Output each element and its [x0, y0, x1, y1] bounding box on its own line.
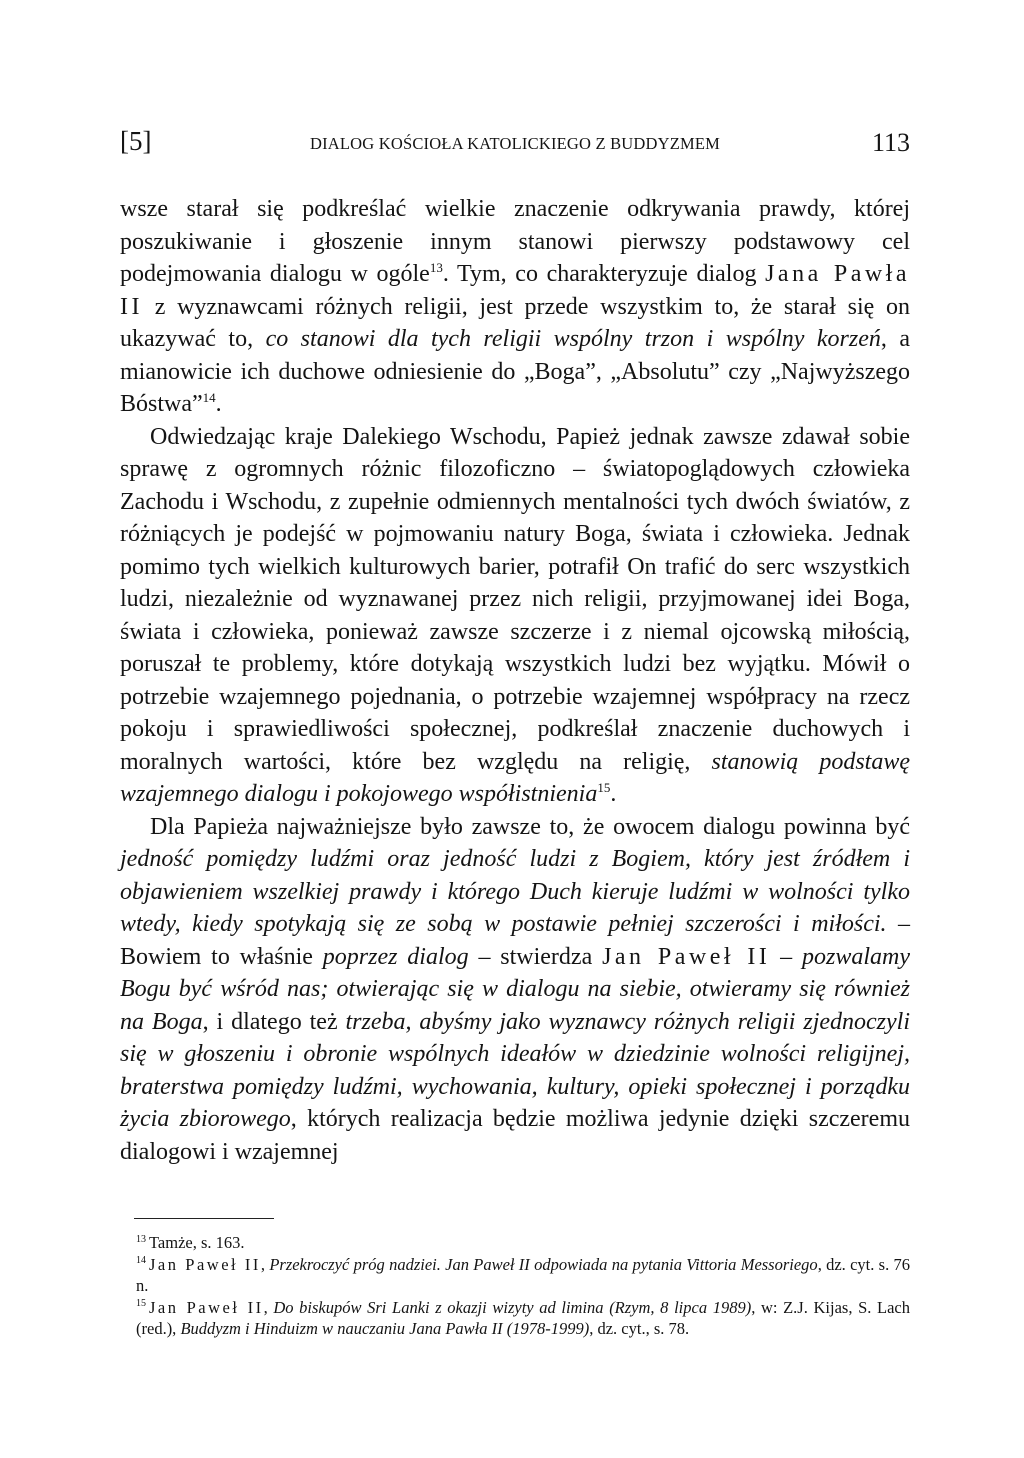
footnote-15: $^{15}$ Jan Paweł II, Do biskupów Sri Lanki z okazji wizyty ad limina (Rzym, 8 lipca 1989), w: Z.J. Kijas, S. Lach (red.), Buddyzm i Hinduizm w nauczaniu Jana Pawła II (1978-1999), dz. cyt., s. 78.: [136, 1297, 911, 1338]
italic-quote: poprzez dialog: [322, 943, 469, 970]
italic-quote: stanowią podstawę wzajemnego dialogu i pokojowego współistnienia: [120, 748, 911, 807]
italic-quote: trzeba, abyśmy jako wyznawcy różnych religii zjednoczyli się w głoszeniu i obronie wspólnych ideałów w dziedzinie wolności religijnej, braterstwa pomiędzy ludźmi, wychowania, kultury, opieki społecznej i porządku życia zbiorowego: [120, 1008, 910, 1132]
main-text: [120, 193, 910, 1168]
footnote-separator: [134, 1218, 274, 1219]
paragraph-2: Odwiedzając kraje Dalekiego Wschodu, Papież jednak zawsze zdawał sobie sprawę z ogromnych różnic filozoficzno – światopoglądowych człowieka Zachodu i Wschodu, z zupełnie odmiennych mentalności tych dwóch światów, z różniących je podejść w pojmowaniu natury Boga, świata i człowieka. Jednak pomimo tych wielkich kulturowych barier, potrafił On trafić do serc wszystkich ludzi, niezależnie od wyznawanej przez nich religii, przyjmowanej idei Boga, świata i człowieka, ponieważ zawsze szczerze i z niemal ojcowską miłością, poruszał te problemy, które dotykają wszystkich ludzi bez wyjątku. Mówił o potrzebie wzajemnego pojednania, o potrzebie wzajemnej współpracy na rzecz pokoju i sprawiedliwości społecznej, podkreślał znaczenie duchowych i moralnych wartości, które bez względu na religię, stanowią podstawę wzajemnego dialogu i pokojowego współistnienia$^{15}$.: [120, 423, 911, 807]
italic-title: Buddyzm i Hinduizm w nauczaniu Jana Pawła II (1978-1999): [180, 1319, 590, 1338]
paragraph-3: Dla Papieża najważniejsze było zawsze to, że owocem dialogu powinna być jedność pomiędzy ludźmi oraz jedność ludzi z Bogiem, który jest źródłem i objawieniem wszelkiej prawdy i którego Duch kieruje ludźmi w wolności tylko wtedy, kiedy spotykają się ze sobą w postawie pełniej szczerości i miłości. – Bowiem to właśnie poprzez dialog – stwierdza Jan Paweł II – pozwalamy Bogu być wśród nas; otwierając się w dialogu na siebie, otwieramy się również na Boga, i dlatego też trzeba, abyśmy jako wyznawcy różnych religii zjednoczyli się w głoszeniu i obronie wspólnych ideałów w dziedzinie wolności religijnej, braterstwa pomiędzy ludźmi, wychowania, kultury, opieki społecznej i porządku życia zbiorowego, których realizacja będzie możliwa jedynie dzięki szczeremu dialogowi i wzajemnej: [120, 813, 911, 1165]
italic-title: Przekroczyć próg nadziei. Jan Paweł II odpowiada na pytania Vittoria Messoriego: [269, 1254, 818, 1274]
footnote-ref-14: 14: [202, 390, 216, 405]
running-title: DIALOG KOŚCIOŁA KATOLICKIEGO Z BUDDYZMEM: [309, 134, 721, 153]
spaced-name: Jan Paweł II: [149, 1297, 264, 1317]
footnotes: [120, 1232, 910, 1340]
italic-quote: jedność pomiędzy ludźmi oraz jedność ludzi z Bogiem, który jest źródłem i objawieniem wszelkiej prawdy i którego Duch kieruje ludźmi w wolności tylko wtedy, kiedy spotykają się ze sobą w postawie pełniej szczerości i miłości.: [120, 846, 910, 937]
footnote-ref-15: 15: [597, 780, 611, 795]
italic-quote: pozwalamy Bogu być wśród nas; otwierając się w dialogu na siebie, otwieramy się również na Boga: [120, 943, 910, 1035]
section-number: [5]: [120, 126, 152, 156]
italic-quote: co stanowi dla tych religii wspólny trzon i wspólny korzeń: [265, 326, 881, 352]
footnote-ref-13: 13: [429, 260, 443, 275]
running-header: [120, 126, 910, 162]
footnote-13: $^{13}$ Tamże, s. 163.: [136, 1233, 245, 1252]
footnote-number: 13: [136, 1233, 146, 1245]
footnote-14: $^{14}$ Jan Paweł II, Przekroczyć próg nadziei. Jan Paweł II odpowiada na pytania Vittoria Messoriego, dz. cyt. s. 76 n.: [136, 1254, 911, 1295]
spaced-name: Jan Paweł II: [149, 1254, 261, 1274]
paragraph-1: wsze starał się podkreślać wielkie znaczenie odkrywania prawdy, której poszukiwanie i głoszenie innym stanowi pierwszy podstawowy cel podejmowania dialogu w ogóle$^{13}$. Tym, co charakteryzuje dialog Jana Pawła II z wyznawcami różnych religii, jest przede wszystkim to, że starał się on ukazywać to, co stanowi dla tych religii wspólny trzon i wspólny korzeń, a mianowicie ich duchowe odniesienie do „Boga”, „Absolutu” czy „Najwyższego Bóstwa”$^{14}$.: [120, 196, 911, 417]
page-number: 113: [871, 128, 910, 157]
italic-title: Do biskupów Sri Lanki z okazji wizyty ad limina (Rzym, 8 lipca 1989): [273, 1297, 752, 1317]
footnote-number: 14: [136, 1255, 146, 1266]
spaced-name: Jan Paweł II: [602, 943, 771, 970]
footnote-number: 15: [136, 1298, 146, 1309]
spaced-name: Jana Pawła II: [120, 261, 911, 320]
